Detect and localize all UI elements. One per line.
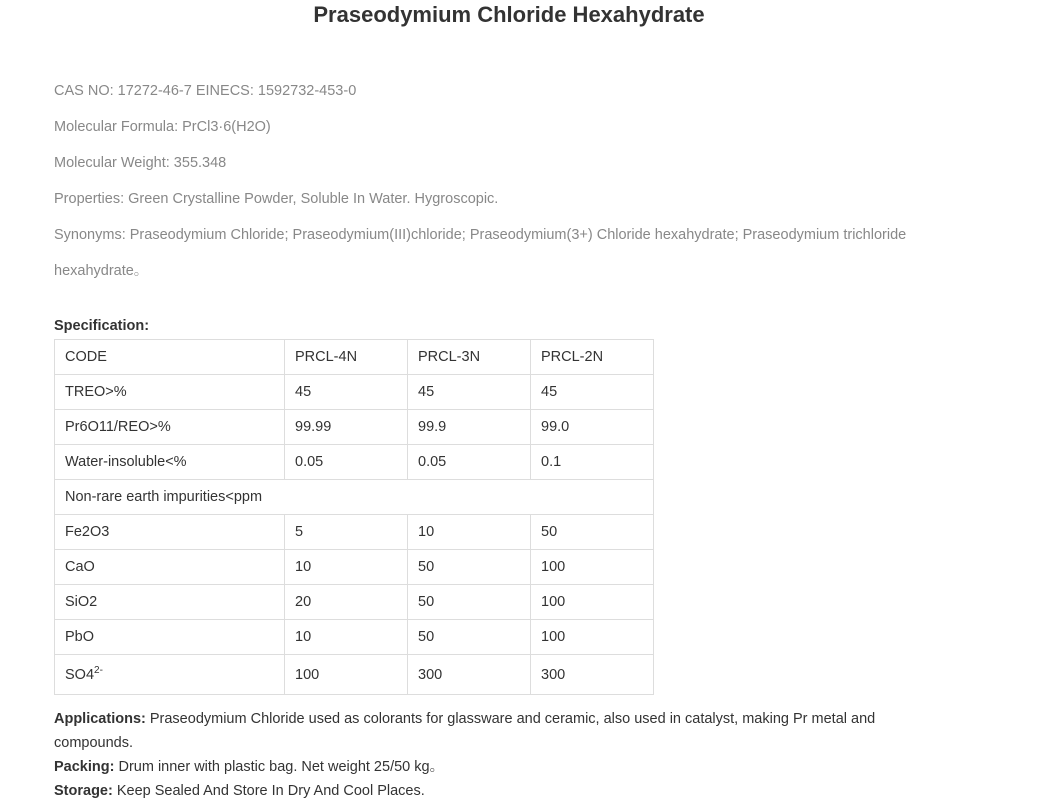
properties: Properties: Green Crystalline Powder, Soluble In Water. Hygroscopic. [54, 191, 499, 207]
table-row [55, 410, 654, 445]
table-row [55, 585, 654, 620]
table-row [55, 480, 654, 515]
synonyms-line-2: hexahydrate。 [54, 263, 149, 279]
header-cell: PRCL-3N [408, 340, 531, 375]
table-row [55, 445, 654, 480]
table-cell: 50 [531, 515, 654, 550]
specification-table [54, 339, 654, 695]
storage-paragraph [54, 779, 934, 803]
table-row [55, 655, 654, 695]
molecular-formula: Molecular Formula: PrCl3·6(H2O) [54, 119, 271, 135]
table-cell: 10 [408, 515, 531, 550]
table-cell: PbO [55, 620, 285, 655]
header-cell: PRCL-2N [531, 340, 654, 375]
table-cell: 10 [285, 550, 408, 585]
header-cell: PRCL-4N [285, 340, 408, 375]
table-cell: Pr6O11/REO>% [55, 410, 285, 445]
table-cell: 100 [531, 620, 654, 655]
table-cell: 50 [408, 550, 531, 585]
table-cell: TREO>% [55, 375, 285, 410]
table-cell: 10 [285, 620, 408, 655]
table-cell: 45 [408, 375, 531, 410]
table-cell: 50 [408, 620, 531, 655]
table-cell [55, 655, 285, 695]
table-row [55, 375, 654, 410]
table-cell: Water-insoluble<% [55, 445, 285, 480]
molecular-weight: Molecular Weight: 355.348 [54, 155, 227, 171]
packing-text: Drum inner with plastic bag. Net weight 25/50 kg。 [114, 759, 445, 775]
table-cell: 5 [285, 515, 408, 550]
applications-paragraph [54, 707, 934, 755]
table-cell: 300 [531, 655, 654, 695]
table-cell: 0.05 [285, 445, 408, 480]
table-cell: 100 [285, 655, 408, 695]
storage-text: Keep Sealed And Store In Dry And Cool Places. [112, 783, 425, 799]
cas-info: CAS NO: 17272-46-7 EINECS: 1592732-453-0 [54, 83, 357, 99]
applications-text: Praseodymium Chloride used as colorants for glassware and ceramic, also used in catalyst, making Pr metal and compounds. [54, 711, 876, 751]
table-cell: 99.99 [285, 410, 408, 445]
table-cell: 100 [531, 550, 654, 585]
sulfate-code: SO4 [65, 666, 95, 683]
header-cell: CODE [55, 340, 285, 375]
table-cell: 100 [531, 585, 654, 620]
table-cell: 0.05 [408, 445, 531, 480]
table-cell: 45 [285, 375, 408, 410]
table-cell: 50 [408, 585, 531, 620]
specification-label: Specification: [54, 318, 150, 334]
table-row [55, 515, 654, 550]
table-row [55, 620, 654, 655]
synonyms-line-1: Synonyms: Praseodymium Chloride; Praseodymium(III)chloride; Praseodymium(3+) Chloride hexahydrate; Praseodymium trichloride [54, 227, 907, 243]
table-cell: SiO2 [55, 585, 285, 620]
impurities-heading-cell: Non-rare earth impurities<ppm [55, 480, 654, 515]
table-cell: 0.1 [531, 445, 654, 480]
table-cell: 20 [285, 585, 408, 620]
table-cell: Fe2O3 [55, 515, 285, 550]
storage-label: Storage: [54, 783, 113, 799]
table-cell: 45 [531, 375, 654, 410]
packing-paragraph [54, 755, 934, 779]
sulfate-charge: 2- [94, 664, 103, 676]
table-cell: 300 [408, 655, 531, 695]
packing-label: Packing: [54, 759, 115, 775]
table-header-row [55, 340, 654, 375]
table-cell: 99.0 [531, 410, 654, 445]
table-row [55, 550, 654, 585]
applications-label: Applications: [54, 711, 146, 727]
table-cell: CaO [55, 550, 285, 585]
table-cell: 99.9 [408, 410, 531, 445]
page-title: Praseodymium Chloride Hexahydrate [313, 2, 705, 27]
